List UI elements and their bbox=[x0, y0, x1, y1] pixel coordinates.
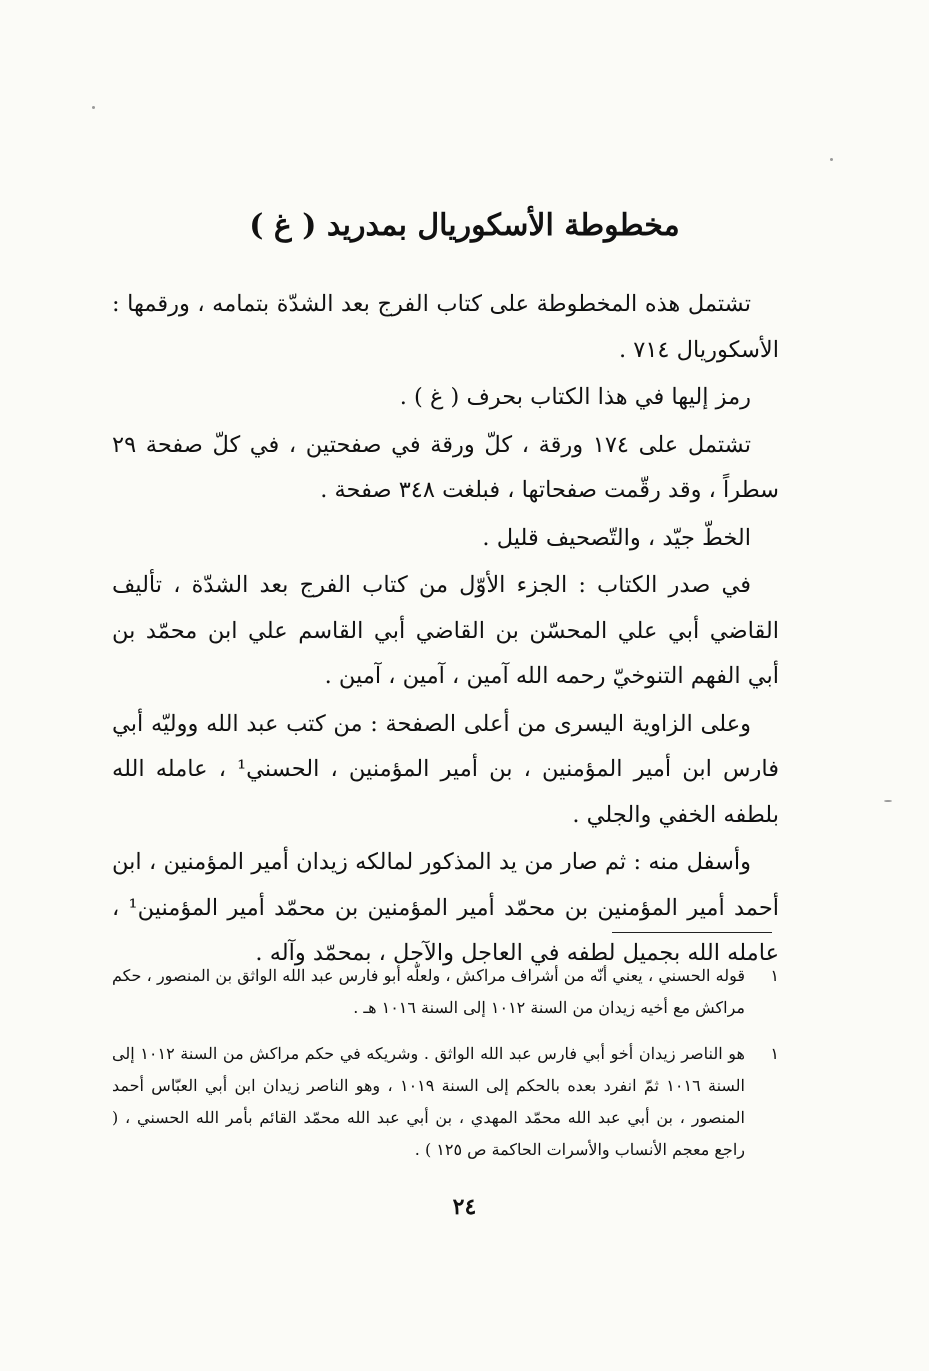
scan-speck bbox=[830, 158, 833, 161]
footnote bbox=[112, 960, 779, 1024]
footnote-text: هو الناصر زيدان أخو أبي فارس عبد الله الواثق . وشريكه في حكم مراكش من السنة ١٠١٢ إلى السنة ١٠١٦ ثمّ انفرد بعده بالحكم إلى السنة ١٠١٩ ، وهو الناصر زيدان ابن أبي العبّاس أحمد المنصور ، بن أبي عبد الله محمّد المهدي ، بن أبي عبد الله محمّد القائم بأمر الله الحسني ، ( راجع معجم الأنساب والأسرات الحاكمة ص ١٢٥ ) . bbox=[112, 1044, 745, 1159]
scan-speck bbox=[92, 106, 95, 109]
paragraph: رمز إليها في هذا الكتاب بحرف ( غ ) . bbox=[399, 384, 751, 410]
footnote-number: ١ bbox=[770, 966, 779, 985]
footnote-text: قوله الحسني ، يعني أنّه من أشراف مراكش ، ولعلّه أبو فارس عبد الله الواثق بن المنصور ، حكم مراكش مع أخيه زيدان من السنة ١٠١٢ إلى السنة ١٠١٦ هـ . bbox=[112, 966, 745, 1017]
body-text bbox=[112, 282, 779, 979]
paragraph: في صدر الكتاب : الجزء الأوّل من كتاب الفرج بعد الشدّة ، تأليف القاضي أبي علي المحسّن بن القاضي أبي القاسم علي ابن محمّد بن أبي الفهم التنوخيّ رحمه الله آمين ، آمين ، آمين . bbox=[112, 572, 779, 689]
footnote-number: ١ bbox=[770, 1044, 779, 1063]
paragraph: الخطّ جيّد ، والتّصحيف قليل . bbox=[482, 524, 751, 551]
footnote bbox=[112, 1038, 779, 1166]
page-number: ٢٤ bbox=[452, 1194, 477, 1220]
scan-speck bbox=[884, 800, 892, 802]
paragraph: وعلى الزاوية اليسرى من أعلى الصفحة : من كتب عبد الله ووليّه أبي فارس ابن أمير المؤمنين ، بن أمير المؤمنين ، الحسني¹ ، عامله الله بلطفه الخفي والجلي . bbox=[112, 710, 780, 828]
page-title: مخطوطة الأسكوريال بمدريد ( غ ) bbox=[249, 208, 680, 243]
paragraph: تشتمل هذه المخطوطة على كتاب الفرج بعد الشدّة بتمامه ، ورقمها : الأسكوريال ٧١٤ . bbox=[112, 291, 779, 363]
footnote-separator bbox=[612, 932, 772, 933]
footnotes bbox=[112, 960, 779, 1180]
paragraph: تشتمل على ١٧٤ ورقة ، كلّ ورقة في صفحتين ، في كلّ صفحة ٢٩ سطراً ، وقد رقّمت صفحاتها ، فبلغت ٣٤٨ صفحة . bbox=[112, 431, 779, 503]
paragraph: وأسفل منه : ثم صار من يد المذكور لمالكه زيدان أمير المؤمنين ، ابن أحمد أمير المؤمنين بن محمّد أمير المؤمنين بن محمّد أمير المؤمنين¹ ، عامله الله بجميل لطفه في العاجل والآجل ، بمحمّد وآله . bbox=[112, 849, 779, 966]
